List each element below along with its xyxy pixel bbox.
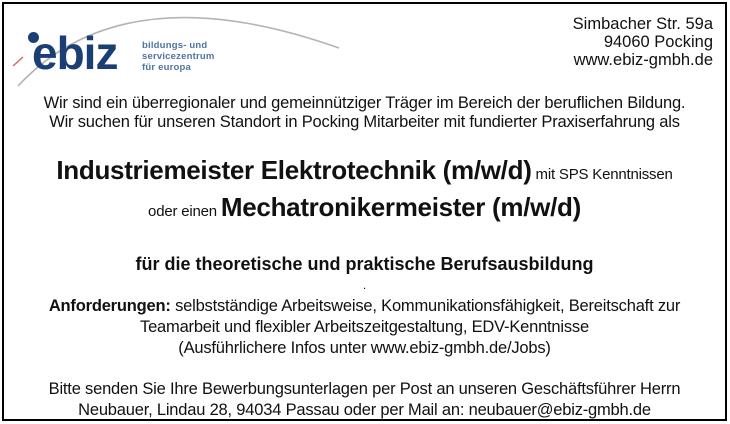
address-city: 94060 Pocking: [603, 33, 713, 51]
logo-tagline: [142, 40, 215, 73]
job-subtitle: für die theoretische und praktische Berufsausbildung: [135, 254, 594, 274]
job-title-prefix: oder einen: [148, 203, 221, 220]
requirements-line-3: (Ausführlichere Infos unter www.ebiz-gmbh.de/Jobs): [178, 339, 551, 357]
logo-brand-text: ebiz: [32, 27, 118, 79]
application-line-1: Bitte senden Sie Ihre Bewerbungsunterlagen per Post an unseren Geschäftsführer Herrn: [48, 380, 681, 398]
intro-line-1: Wir sind ein überregionaler und gemeinnütziger Träger im Bereich der beruflichen Bildung.: [43, 94, 686, 112]
application-paragraph: [4, 379, 725, 421]
requirements-paragraph: [4, 296, 725, 359]
application-line-2: Neubauer, Lindau 28, 94034 Passau oder per Mail an: neubauer@ebiz-gmbh.de: [78, 401, 651, 419]
logo-tagline-line: für europa: [142, 62, 191, 73]
logo-tagline-line: servicezentrum: [142, 51, 215, 62]
company-website: www.ebiz-gmbh.de: [573, 51, 713, 69]
job-title-suffix-sps: mit SPS Kenntnissen: [531, 166, 673, 183]
requirements-label: Anforderungen:: [48, 297, 171, 315]
stray-period: .: [362, 278, 367, 292]
requirements-line-1: [4, 296, 725, 317]
job-title-electrotechnik: Industriemeister Elektrotechnik (m/w/d): [56, 155, 532, 185]
company-logo: [32, 27, 118, 79]
requirements-text-1: selbstständige Arbeitsweise, Kommunikationsfähigkeit, Bereitschaft zur: [170, 297, 681, 315]
ad-header: [4, 4, 725, 82]
company-address-block: [573, 15, 713, 69]
intro-line-2: Wir suchen für unseren Standort in Pocking Mitarbeiter mit fundierter Praxiserfahrung als: [49, 113, 680, 131]
intro-paragraph: [4, 94, 725, 132]
job-title-mechatroniker: Mechatronikermeister (m/w/d): [220, 192, 581, 222]
address-street: Simbacher Str. 59a: [572, 15, 713, 33]
ad-border-frame: [2, 2, 727, 421]
job-titles: [4, 154, 725, 228]
requirements-line-2: Teamarbeit und flexibler Arbeitszeitgestaltung, EDV-Kenntnisse: [140, 318, 589, 336]
job-title-line-1: [4, 154, 725, 191]
logo-tagline-line: bildungs- und: [142, 40, 208, 51]
job-title-line-2: [4, 191, 725, 228]
